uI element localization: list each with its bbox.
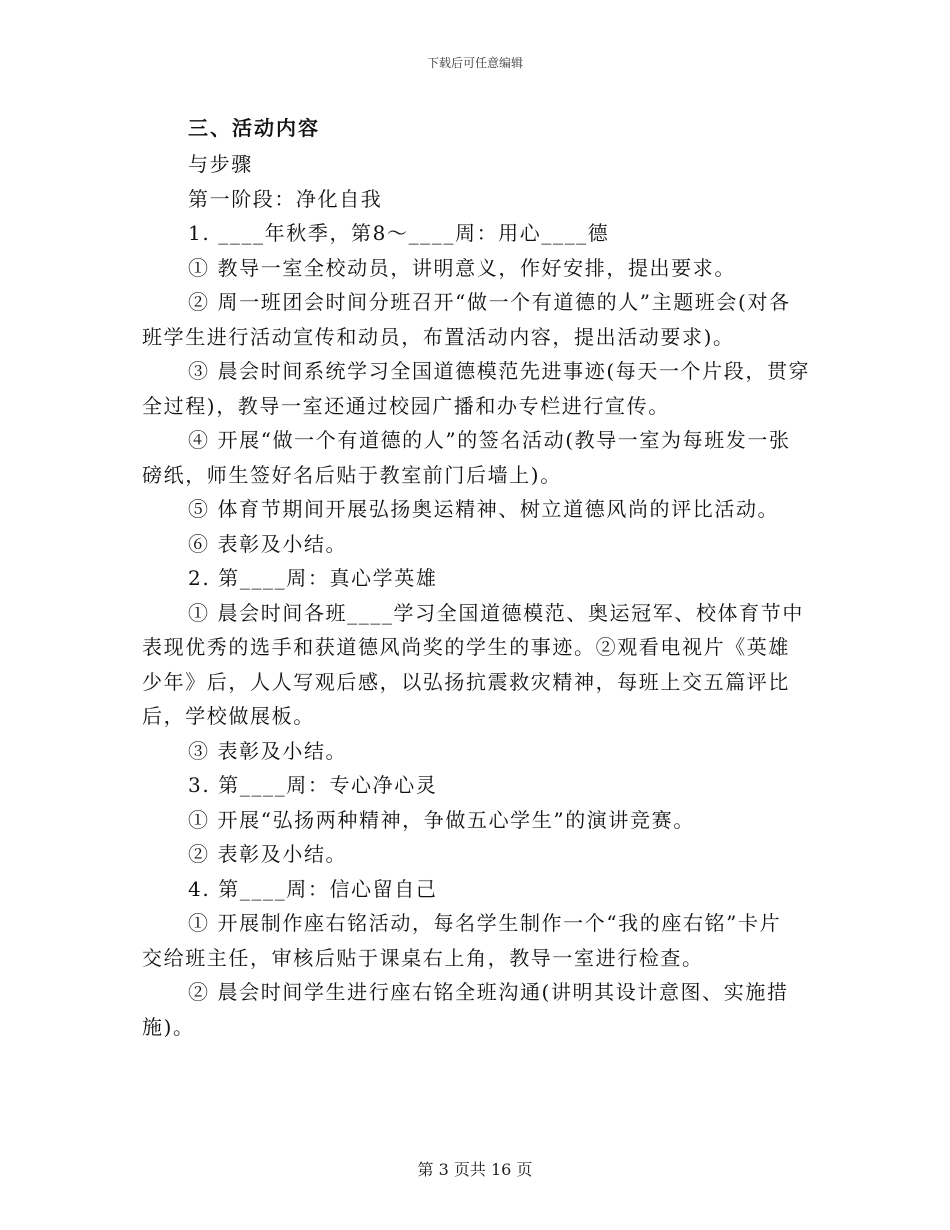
text-line: 表现优秀的选手和获道德风尚奖的学生的事迹。②观看电视片《英雄 bbox=[142, 635, 790, 659]
document-body bbox=[142, 110, 812, 1044]
page-header-note: 下载后可任意编辑 bbox=[426, 56, 523, 70]
text-line: ② 晨会时间学生进行座右铭全班沟通(讲明其设计意图、实施措 bbox=[188, 980, 789, 1004]
text-line: ③ 晨会时间系统学习全国道德模范先进事迹(每天一个片段，贯穿 bbox=[188, 359, 811, 383]
section-title: 三、活动内容 bbox=[188, 116, 320, 140]
text-line: 3. 第____周：专心净心灵 bbox=[188, 773, 438, 797]
text-line: ④ 开展“做一个有道德的人”的签名活动(教导一室为每班发一张 bbox=[188, 428, 791, 452]
text-line: 2. 第____周：真心学英雄 bbox=[188, 566, 438, 590]
text-line: ② 表彰及小结。 bbox=[188, 842, 348, 866]
text-line: ① 晨会时间各班____学习全国道德模范、奥运冠军、校体育节中 bbox=[188, 600, 804, 625]
text-line: ① 开展“弘扬两种精神，争做五心学生”的演讲竞赛。 bbox=[188, 807, 695, 832]
text-line: 与步骤 bbox=[188, 152, 253, 176]
text-line: 4. 第____周：信心留自己 bbox=[188, 876, 438, 901]
text-line: ① 开展制作座右铭活动，每名学生制作一个“我的座右铭”卡片 bbox=[188, 911, 782, 935]
text-line: ⑤ 体育节期间开展弘扬奥运精神、树立道德风尚的评比活动。 bbox=[188, 497, 780, 521]
text-line: ① 教导一室全校动员，讲明意义，作好安排，提出要求。 bbox=[188, 255, 736, 280]
text-line: 第一阶段：净化自我 bbox=[188, 186, 383, 211]
text-line: 磅纸，师生签好名后贴于教室前门后墙上)。 bbox=[142, 462, 562, 487]
text-line: 交给班主任，审核后贴于课桌右上角，教导一室进行检查。 bbox=[142, 945, 704, 970]
text-line: 少年》后，人人写观后感，以弘扬抗震救灾精神，每班上交五篇评比 bbox=[142, 669, 790, 694]
text-line: ③ 表彰及小结。 bbox=[188, 738, 348, 763]
paragraph-lines bbox=[142, 147, 812, 1044]
text-line: 1. ____年秋季，第8～____周：用心____德 bbox=[188, 221, 610, 245]
text-line: 全过程)，教导一室还通过校园广播和办专栏进行宣传。 bbox=[142, 393, 670, 418]
text-line: 施)。 bbox=[142, 1014, 195, 1039]
text-line: 班学生进行活动宣传和动员，布置活动内容，提出活动要求)。 bbox=[142, 324, 735, 349]
text-line: 后，学校做展板。 bbox=[142, 704, 315, 728]
text-line: ② 周一班团会时间分班召开“做一个有道德的人”主题班会(对各 bbox=[188, 290, 791, 314]
text-line: ⑥ 表彰及小结。 bbox=[188, 531, 348, 556]
page-footer: 第 3 页共 16 页 bbox=[417, 1160, 533, 1179]
